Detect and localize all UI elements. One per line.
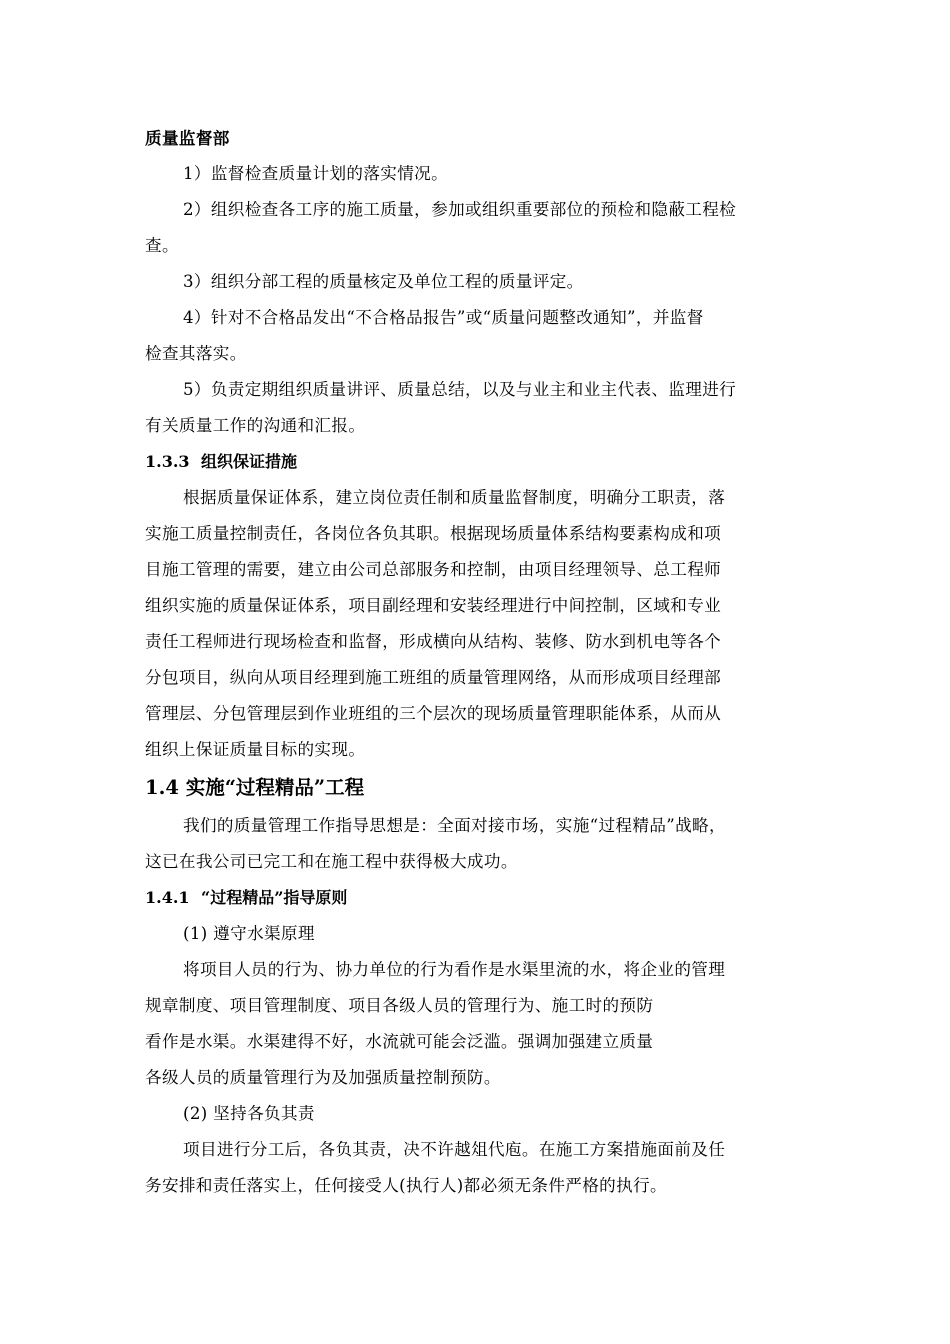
list-item: 2）组织检查各工序的施工质量，参加或组织重要部位的预检和隐蔽工程检 [183, 200, 737, 219]
paragraph-line: 将项目人员的行为、协力单位的行为看作是水渠里流的水，将企业的管理 [183, 960, 726, 979]
quality-dept-title: 质量监督部 [145, 128, 230, 148]
paragraph-line: 务安排和责任落实上，任何接受人(执行人)都必须无条件严格的执行。 [145, 1176, 667, 1195]
paragraph-line: 看作是水渠。水渠建得不好，水流就可能会泛滥。强调加强建立质量 [145, 1032, 654, 1051]
principle-2-title: (2) 坚持各负其责 [183, 1104, 315, 1123]
paragraph-line: 项目进行分工后，各负其责，决不许越俎代庖。在施工方案措施面前及任 [183, 1140, 726, 1159]
paragraph-line: 各级人员的质量管理行为及加强质量控制预防。 [145, 1068, 501, 1087]
list-item-continuation: 有关质量工作的沟通和汇报。 [145, 416, 366, 435]
paragraph-line: 规章制度、项目管理制度、项目各级人员的管理行为、施工时的预防 [145, 996, 654, 1015]
paragraph-line: 组织上保证质量目标的实现。 [145, 740, 366, 759]
section-14-heading: 1.4 实施“过程精品”工程 [145, 776, 365, 799]
principle-1-title: (1) 遵守水渠原理 [183, 924, 315, 943]
list-item: 5）负责定期组织质量讲评、质量总结，以及与业主和业主代表、监理进行 [183, 380, 737, 399]
section-133-heading [145, 444, 807, 480]
list-item-continuation: 检查其落实。 [145, 344, 247, 363]
paragraph-line: 管理层、分包管理层到作业班组的三个层次的现场质量管理职能体系，从而从 [145, 704, 722, 723]
paragraph-line: 这已在我公司已完工和在施工程中获得极大成功。 [145, 852, 518, 871]
list-item: 4）针对不合格品发出“不合格品报告”或“质量问题整改通知”，并监督 [183, 308, 704, 327]
section-number: 1.3.3 [145, 452, 190, 471]
paragraph-line: 责任工程师进行现场检查和监督，形成横向从结构、装修、防水到机电等各个 [145, 632, 722, 651]
paragraph-line: 根据质量保证体系，建立岗位责任制和质量监督制度，明确分工职责，落 [183, 488, 726, 507]
paragraph-line: 目施工管理的需要，建立由公司总部服务和控制，由项目经理领导、总工程师 [145, 560, 722, 579]
section-141-heading [145, 880, 807, 916]
paragraph-line: 组织实施的质量保证体系，项目副经理和安装经理进行中间控制，区域和专业 [145, 596, 722, 615]
paragraph-line: 我们的质量管理工作指导思想是：全面对接市场，实施“过程精品”战略， [183, 816, 726, 835]
list-item: 1）监督检查质量计划的落实情况。 [183, 164, 449, 183]
paragraph-line: 分包项目，纵向从项目经理到施工班组的质量管理网络，从而形成项目经理部 [145, 668, 722, 687]
paragraph-line: 实施工质量控制责任，各岗位各负其职。根据现场质量体系结构要素构成和项 [145, 524, 722, 543]
section-number: 1.4.1 [145, 888, 190, 907]
section-title: “过程精品”指导原则 [201, 888, 348, 907]
document-body [145, 120, 807, 1204]
section-title: 组织保证措施 [201, 452, 298, 471]
list-item-continuation: 查。 [145, 236, 179, 255]
list-item: 3）组织分部工程的质量核定及单位工程的质量评定。 [183, 272, 584, 291]
